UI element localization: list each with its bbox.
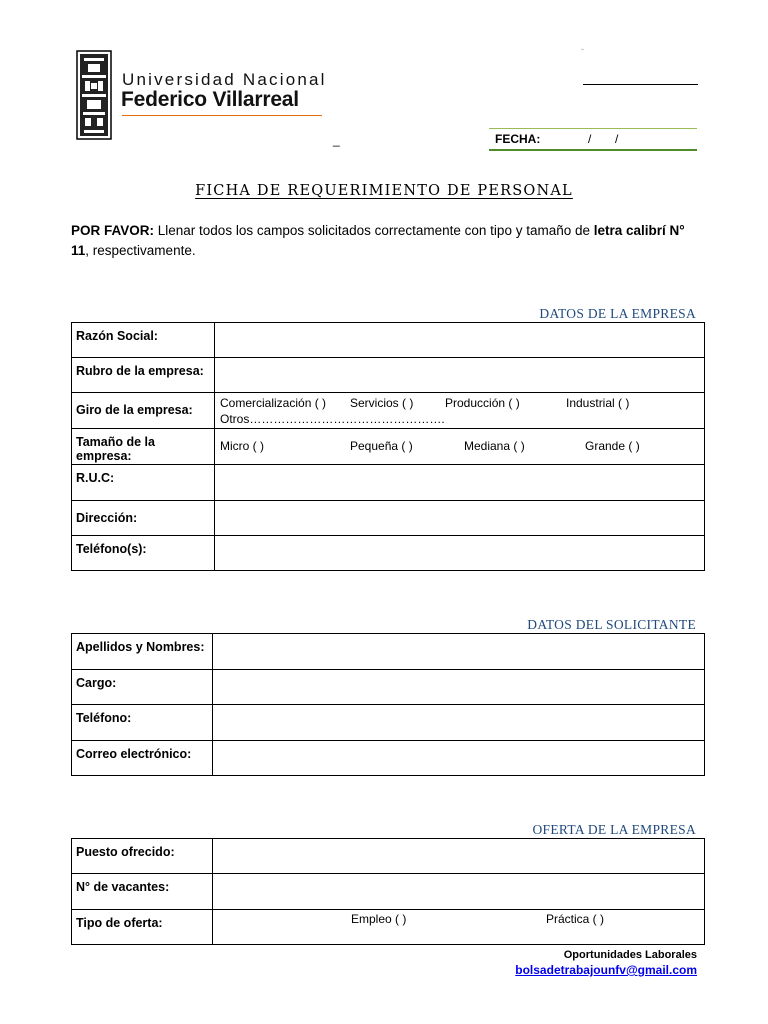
ruc-input[interactable] [215, 465, 705, 501]
document-title: FICHA DE REQUERIMIENTO DE PERSONAL [195, 183, 573, 199]
vacantes-label: N° de vacantes: [72, 874, 213, 910]
tamano-option-pequena[interactable]: Pequeña ( ) [350, 439, 413, 453]
header-dash: _ [333, 133, 340, 147]
correo-input[interactable] [213, 741, 705, 776]
rubro-input[interactable] [215, 358, 705, 393]
tamano-label: Tamaño de la empresa: [72, 429, 215, 465]
direccion-input[interactable] [215, 501, 705, 536]
vacantes-input[interactable] [213, 874, 705, 910]
tipo-oferta-label: Tipo de oferta: [72, 910, 213, 945]
cargo-input[interactable] [213, 670, 705, 705]
tipo-option-practica[interactable]: Práctica ( ) [546, 912, 605, 926]
razon-social-input[interactable] [215, 323, 705, 358]
instructions-font: letra calibrí N° 11 [71, 223, 685, 258]
giro-option-servicios[interactable]: Servicios ( ) [350, 396, 414, 410]
tamano-option-mediana[interactable]: Mediana ( ) [464, 439, 525, 453]
ruc-label: R.U.C: [72, 465, 215, 501]
tamano-option-micro[interactable]: Micro ( ) [220, 439, 264, 453]
footer-title: Oportunidades Laborales [563, 949, 697, 961]
telefonos-label: Teléfono(s): [72, 536, 215, 571]
instructions [71, 221, 701, 261]
instructions-text2: , respectivamente. [85, 243, 196, 258]
apellidos-label: Apellidos y Nombres: [72, 634, 213, 670]
cargo-label: Cargo: [72, 670, 213, 705]
university-seal-icon [76, 50, 112, 140]
fecha-slash-1: / [588, 132, 592, 146]
fecha-label: FECHA: [495, 132, 541, 146]
giro-option-produccion[interactable]: Producción ( ) [445, 396, 520, 410]
giro-option-industrial[interactable]: Industrial ( ) [566, 396, 630, 410]
section-heading-empresa: DATOS DE LA EMPRESA [539, 306, 696, 321]
instructions-lead: POR FAVOR: [71, 223, 155, 238]
section-heading-solicitante: DATOS DEL SOLICITANTE [527, 617, 696, 632]
giro-option-comercializacion[interactable]: Comercialización ( ) [220, 396, 327, 410]
section-heading-oferta: OFERTA DE LA EMPRESA [532, 822, 696, 837]
header-mark: - [581, 44, 584, 54]
instructions-text1: Llenar todos los campos solicitados correctamente con tipo y tamaño de [154, 223, 594, 238]
tamano-option-grande[interactable]: Grande ( ) [585, 439, 640, 453]
logo-underline [122, 115, 322, 116]
oferta-table [71, 838, 705, 945]
fecha-slash-2: / [615, 132, 619, 146]
apellidos-input[interactable] [213, 634, 705, 670]
giro-option-otros[interactable]: Otros…………………………………………. [220, 412, 445, 426]
correo-label: Correo electrónico: [72, 741, 213, 776]
puesto-input[interactable] [213, 839, 705, 874]
tipo-option-empleo[interactable]: Empleo ( ) [351, 912, 407, 926]
puesto-label: Puesto ofrecido: [72, 839, 213, 874]
razon-social-label: Razón Social: [72, 323, 215, 358]
solicitante-table [71, 633, 705, 776]
telefono-label: Teléfono: [72, 705, 213, 741]
university-name-line2: Federico Villarreal [121, 88, 299, 111]
footer-email-link[interactable]: bolsadetrabajounfv@gmail.com [515, 963, 697, 977]
direccion-label: Dirección: [72, 501, 215, 536]
tipo-oferta-input[interactable] [213, 910, 705, 945]
giro-label: Giro de la empresa: [72, 393, 215, 429]
rubro-label: Rubro de la empresa: [72, 358, 215, 393]
university-name-line1: Universidad Nacional [122, 70, 327, 89]
telefono-input[interactable] [213, 705, 705, 741]
signature-line [583, 84, 698, 85]
telefonos-input[interactable] [215, 536, 705, 571]
